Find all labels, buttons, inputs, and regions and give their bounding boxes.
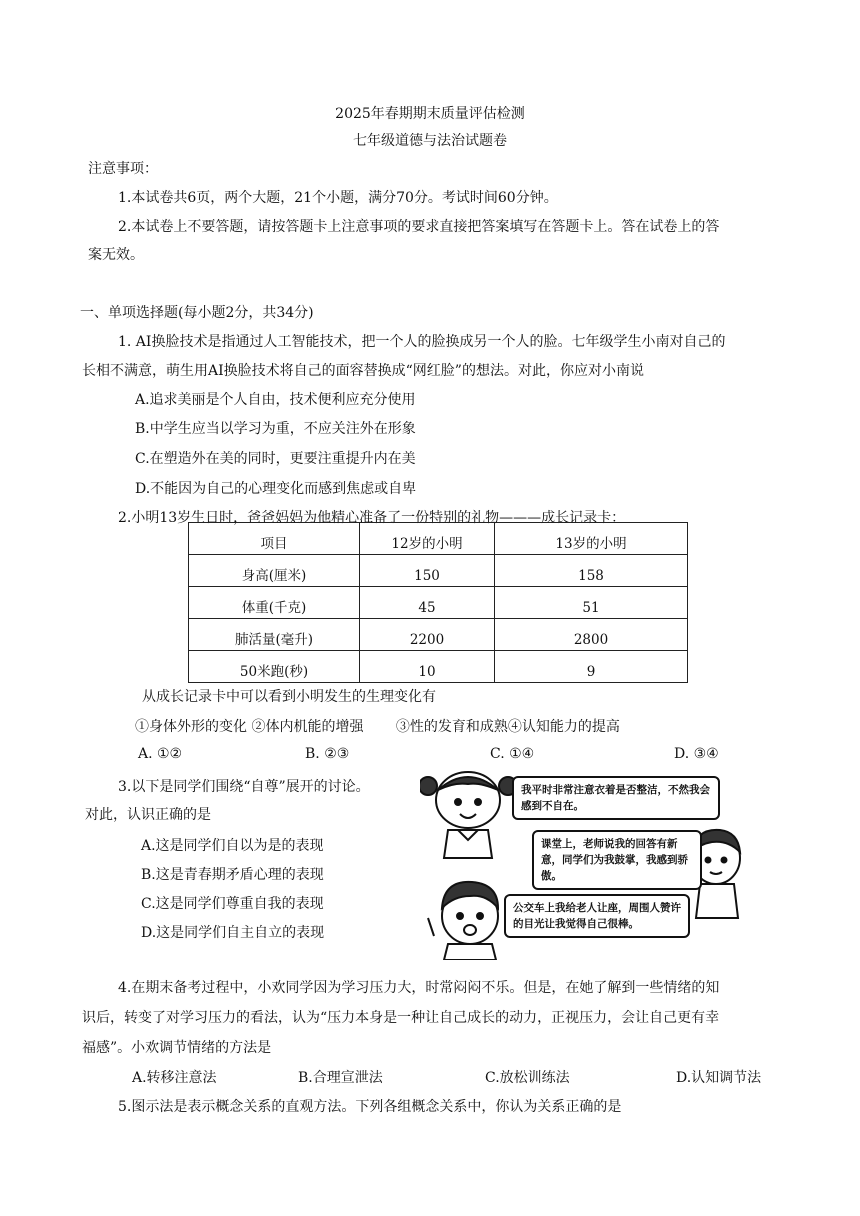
q4-stem-line-2: 识后，转变了对学习压力的看法，认为“压力本身是一种让自己成长的动力，正视压力，会让自己更有幸 (82, 1010, 720, 1026)
table-cell: 158 (495, 555, 688, 587)
table-cell: 45 (360, 587, 495, 619)
exam-subtitle: 七年级道德与法治试题卷 (353, 133, 507, 149)
q4-option-c: C.放松训练法 (485, 1070, 570, 1086)
table-cell: 51 (495, 587, 688, 619)
q3-stem-line-2: 对此，认识正确的是 (85, 807, 211, 823)
table-header-cell: 12岁的小明 (360, 523, 495, 555)
q1-option-a: A.追求美丽是个人自由，技术便利应充分使用 (135, 392, 416, 408)
q3-option-c: C.这是同学们尊重自我的表现 (141, 896, 324, 912)
q3-option-d: D.这是同学们自主自立的表现 (141, 925, 325, 941)
q2-stem: 2.小明13岁生日时，爸爸妈妈为他精心准备了一份特别的礼物———成长记录卡： (118, 510, 626, 526)
q3-option-a: A.这是同学们自以为是的表现 (141, 838, 324, 854)
notice-item-2-line-2: 案无效。 (88, 247, 144, 263)
table-row (189, 651, 688, 683)
table-header-row (189, 523, 688, 555)
table-header-cell: 项目 (189, 523, 360, 555)
table-cell: 50米跑(秒) (189, 651, 360, 683)
q5-stem: 5.图示法是表示概念关系的直观方法。下列各组概念关系中，你认为关系正确的是 (118, 1099, 622, 1115)
q1-option-d: D.不能因为自己的心理变化而感到焦虑或自卑 (135, 481, 417, 497)
speech-bubble-3: 公交车上我给老人让座，周围人赞许的目光让我觉得自己很棒。 (504, 894, 690, 938)
exam-title: 2025年春期期末质量评估检测 (335, 106, 525, 122)
growth-record-table (188, 522, 688, 683)
table-cell: 2800 (495, 619, 688, 651)
q1-option-c: C.在塑造外在美的同时，更要注重提升内在美 (135, 451, 416, 467)
section-title: 一、单项选择题(每小题2分，共34分) (80, 305, 314, 321)
table-cell: 体重(千克) (189, 587, 360, 619)
q4-option-b: B.合理宣泄法 (298, 1070, 383, 1086)
table-cell: 10 (360, 651, 495, 683)
q4-option-d: D.认知调节法 (676, 1070, 762, 1086)
table-cell: 9 (495, 651, 688, 683)
table-cell: 身高(厘米) (189, 555, 360, 587)
q2-option-a: A. ①② (138, 746, 183, 762)
table-row (189, 619, 688, 651)
q1-option-b: B.中学生应当以学习为重，不应关注外在形象 (135, 421, 416, 437)
table-cell: 肺活量(毫升) (189, 619, 360, 651)
q3-illustration (420, 768, 750, 960)
table-cell: 2200 (360, 619, 495, 651)
q2-question: 从成长记录卡中可以看到小明发生的生理变化有 (142, 689, 436, 705)
q2-option-d: D. ③④ (674, 746, 719, 762)
table-row (189, 587, 688, 619)
table-row (189, 555, 688, 587)
q1-stem-line-2: 长相不满意，萌生用AI换脸技术将自己的面容替换成“网红脸”的想法。对此，你应对小南说 (82, 363, 644, 379)
q4-option-a: A.转移注意法 (132, 1070, 217, 1086)
q3-option-b: B.这是青春期矛盾心理的表现 (141, 867, 324, 883)
notice-item-1: 1.本试卷共6页，两个大题，21个小题，满分70分。考试时间60分钟。 (118, 190, 558, 206)
q3-stem-line-1: 3.以下是同学们围绕“自尊”展开的讨论。 (118, 779, 370, 795)
q4-stem-line-3: 福感”。小欢调节情绪的方法是 (82, 1040, 272, 1056)
q1-stem-line-1: 1. AI换脸技术是指通过人工智能技术，把一个人的脸换成另一个人的脸。七年级学生小南对自己的 (118, 334, 726, 350)
table-cell: 150 (360, 555, 495, 587)
table-header-cell: 13岁的小明 (495, 523, 688, 555)
notice-item-2-line-1: 2.本试卷上不要答题，请按答题卡上注意事项的要求直接把答案填写在答题卡上。答在试卷上的答 (118, 219, 720, 235)
q2-items: ①身体外形的变化 ②体内机能的增强 ③性的发育和成熟④认知能力的提高 (135, 719, 620, 735)
notice-heading: 注意事项： (88, 161, 158, 177)
speech-bubble-1: 我平时非常注意衣着是否整洁，不然我会感到不自在。 (512, 776, 720, 820)
speech-bubble-2: 课堂上，老师说我的回答有新意，同学们为我鼓掌，我感到骄傲。 (532, 830, 702, 890)
q2-option-c: C. ①④ (490, 746, 535, 762)
q2-option-b: B. ②③ (305, 746, 350, 762)
q4-stem-line-1: 4.在期末备考过程中，小欢同学因为学习压力大，时常闷闷不乐。但是，在她了解到一些情绪的知 (118, 980, 720, 996)
